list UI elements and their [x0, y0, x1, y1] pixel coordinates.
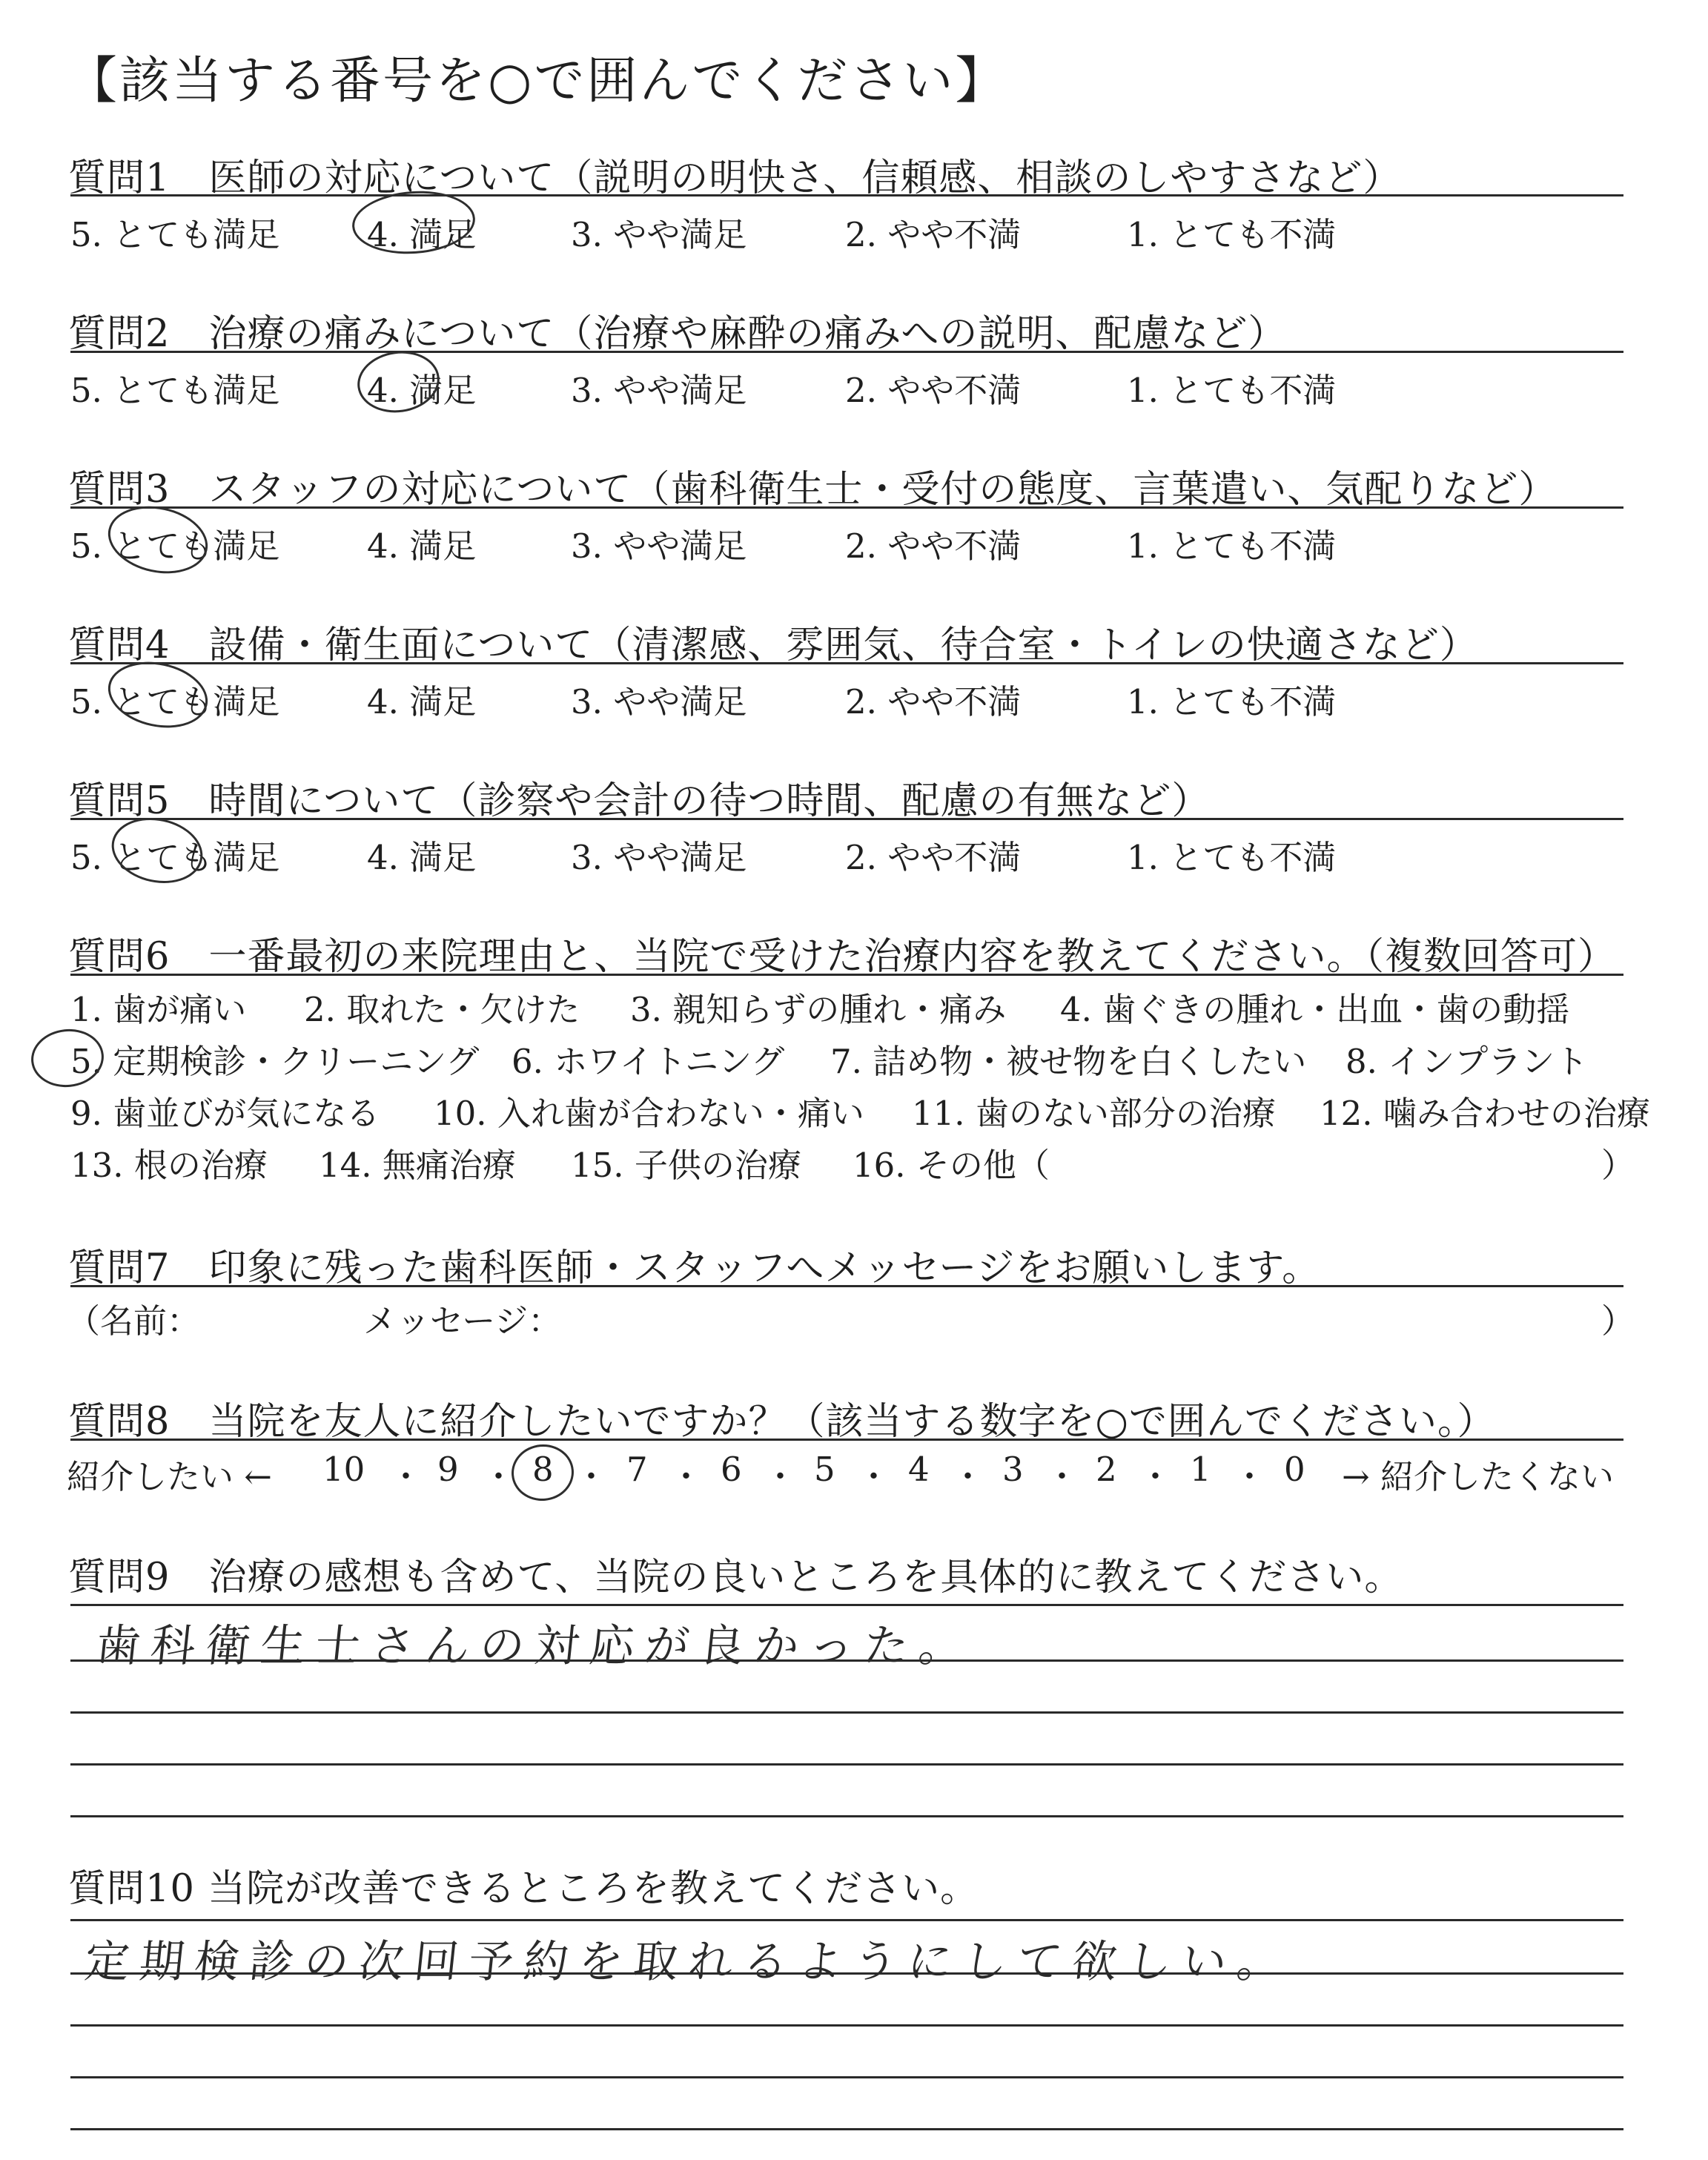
q6-other-close-paren: ）	[1601, 1146, 1635, 1185]
q5-option-3[interactable]: 3. やや満足	[571, 838, 747, 877]
q2-option-2[interactable]: 2. やや不満	[845, 371, 1022, 410]
q8-scale-7[interactable]: 7	[626, 1450, 648, 1489]
divider	[70, 662, 1623, 664]
divider	[70, 194, 1623, 196]
q6-option-12[interactable]: 12. 噛み合わせの治療	[1320, 1094, 1650, 1133]
q4-option-3[interactable]: 3. やや満足	[571, 682, 747, 721]
q8-left-label: 紹介したい ←	[67, 1457, 273, 1496]
q6-option-14[interactable]: 14. 無痛治療	[319, 1146, 516, 1185]
q2-option-1[interactable]: 1. とても不満	[1127, 371, 1337, 410]
q8-scale-0[interactable]: 0	[1284, 1450, 1305, 1489]
divider	[70, 351, 1623, 353]
divider	[70, 506, 1623, 509]
question-4-title: 質問4 設備・衛生面について（清潔感、雰囲気、待合室・トイレの快適さなど）	[68, 624, 1478, 667]
q8-scale-2[interactable]: 2	[1096, 1450, 1117, 1489]
q6-option-5[interactable]: 5. 定期検診・クリーニング	[70, 1042, 480, 1081]
q6-option-4[interactable]: 4. 歯ぐきの腫れ・出血・歯の動揺	[1060, 990, 1570, 1029]
q8-dot: ・	[1233, 1457, 1267, 1496]
q6-option-6[interactable]: 6. ホワイトニング	[512, 1042, 785, 1081]
answer-line	[70, 1919, 1623, 1921]
q6-option-3[interactable]: 3. 親知らずの腫れ・痛み	[630, 990, 1007, 1029]
q6-option-10[interactable]: 10. 入れ歯が合わない・痛い	[434, 1094, 864, 1133]
q2-option-3[interactable]: 3. やや満足	[571, 371, 747, 410]
q6-option-15[interactable]: 15. 子供の治療	[571, 1146, 801, 1185]
question-10-title: 質問10 当院が改善できるところを教えてください。	[68, 1867, 979, 1911]
q1-option-5[interactable]: 5. とても満足	[70, 215, 280, 254]
q8-scale-4[interactable]: 4	[908, 1450, 930, 1489]
q4-option-4[interactable]: 4. 満足	[367, 682, 477, 721]
q1-option-4[interactable]: 4. 満足	[367, 215, 477, 254]
q7-close-paren: ）	[1601, 1301, 1635, 1341]
page-title: 【該当する番号を○で囲んでください】	[67, 52, 1008, 110]
q8-dot: ・	[1045, 1457, 1079, 1496]
q4-option-2[interactable]: 2. やや不満	[845, 682, 1022, 721]
q9-handwritten-answer[interactable]: 歯科衛生士さんの対応が良かった。	[93, 1620, 977, 1672]
q1-option-1[interactable]: 1. とても不満	[1127, 215, 1337, 254]
q3-option-5[interactable]: 5. とても満足	[70, 526, 280, 566]
q6-option-9[interactable]: 9. 歯並びが気になる	[70, 1094, 380, 1133]
q10-handwritten-answer[interactable]: 定期検診の次回予約を取れるようにして欲しい。	[82, 1936, 1295, 1988]
q8-dot: ・	[389, 1457, 423, 1496]
q2-option-4[interactable]: 4. 満足	[367, 371, 477, 410]
q3-option-2[interactable]: 2. やや不満	[845, 526, 1022, 566]
q3-option-1[interactable]: 1. とても不満	[1127, 526, 1337, 566]
q6-option-2[interactable]: 2. 取れた・欠けた	[304, 990, 580, 1029]
answer-line	[70, 2076, 1623, 2078]
question-8-title: 質問8 当院を友人に紹介したいですか？（該当する数字を○で囲んでください。）	[68, 1400, 1496, 1444]
q8-dot: ・	[951, 1457, 985, 1496]
q8-scale-9[interactable]: 9	[437, 1450, 459, 1489]
divider	[70, 974, 1623, 976]
q6-option-7[interactable]: 7. 詰め物・被せ物を白くしたい	[830, 1042, 1307, 1081]
answer-line	[70, 1711, 1623, 1714]
q2-option-5[interactable]: 5. とても満足	[70, 371, 280, 410]
q4-option-1[interactable]: 1. とても不満	[1127, 682, 1337, 721]
q8-dot: ・	[764, 1457, 798, 1496]
q8-dot: ・	[482, 1457, 516, 1496]
question-5-title: 質問5 時間について（診察や会計の待つ時間、配慮の有無など）	[68, 779, 1211, 823]
q3-option-3[interactable]: 3. やや満足	[571, 526, 747, 566]
answer-line	[70, 1763, 1623, 1766]
divider	[70, 1439, 1623, 1441]
q8-scale-3[interactable]: 3	[1002, 1450, 1024, 1489]
answer-line	[70, 1659, 1623, 1662]
q5-option-2[interactable]: 2. やや不満	[845, 838, 1022, 877]
divider	[70, 818, 1623, 820]
q6-option-1[interactable]: 1. 歯が痛い	[70, 990, 247, 1029]
q5-option-5[interactable]: 5. とても満足	[70, 838, 280, 877]
q1-option-2[interactable]: 2. やや不満	[845, 215, 1022, 254]
q5-option-1[interactable]: 1. とても不満	[1127, 838, 1337, 877]
q8-dot: ・	[857, 1457, 891, 1496]
q8-dot: ・	[1139, 1457, 1173, 1496]
answer-circle-mark	[509, 1441, 576, 1503]
answer-line	[70, 2024, 1623, 2027]
q6-option-8[interactable]: 8. インプラント	[1345, 1042, 1589, 1081]
q8-scale-10[interactable]: 10	[322, 1450, 365, 1489]
q4-option-5[interactable]: 5. とても満足	[70, 682, 280, 721]
question-7-title: 質問7 印象に残った歯科医師・スタッフへメッセージをお願いします。	[68, 1246, 1321, 1290]
q7-message-label: メッセージ：	[363, 1301, 562, 1341]
q8-right-label: → 紹介したくない	[1342, 1457, 1615, 1496]
q5-option-4[interactable]: 4. 満足	[367, 838, 477, 877]
answer-line	[70, 1604, 1623, 1606]
q7-name-label: （名前：	[67, 1301, 201, 1341]
question-1-title: 質問1 医師の対応について（説明の明快さ、信頼感、相談のしやすさなど）	[68, 156, 1402, 200]
q8-scale-5[interactable]: 5	[814, 1450, 835, 1489]
q1-option-3[interactable]: 3. やや満足	[571, 215, 747, 254]
answer-line	[70, 1972, 1623, 1975]
q8-dot: ・	[575, 1457, 609, 1496]
q8-scale-6[interactable]: 6	[721, 1450, 742, 1489]
q3-option-4[interactable]: 4. 満足	[367, 526, 477, 566]
q6-option-13[interactable]: 13. 根の治療	[70, 1146, 268, 1185]
q6-option-16[interactable]: 16. その他（	[853, 1146, 1050, 1185]
q8-dot: ・	[669, 1457, 704, 1496]
question-9-title: 質問9 治療の感想も含めて、当院の良いところを具体的に教えてください。	[68, 1556, 1403, 1599]
answer-line	[70, 1815, 1623, 1817]
divider	[70, 1285, 1623, 1287]
question-6-title: 質問6 一番最初の来院理由と、当院で受けた治療内容を教えてください。（複数回答可）	[68, 935, 1616, 979]
question-3-title: 質問3 スタッフの対応について（歯科衛生士・受付の態度、言葉遣い、気配りなど）	[68, 468, 1558, 512]
answer-line	[70, 2128, 1623, 2130]
q6-option-11[interactable]: 11. 歯のない部分の治療	[912, 1094, 1276, 1133]
q8-scale-1[interactable]: 1	[1190, 1450, 1211, 1489]
question-2-title: 質問2 治療の痛みについて（治療や麻酔の痛みへの説明、配慮など）	[68, 312, 1287, 356]
q8-scale-8[interactable]: 8	[532, 1450, 554, 1489]
